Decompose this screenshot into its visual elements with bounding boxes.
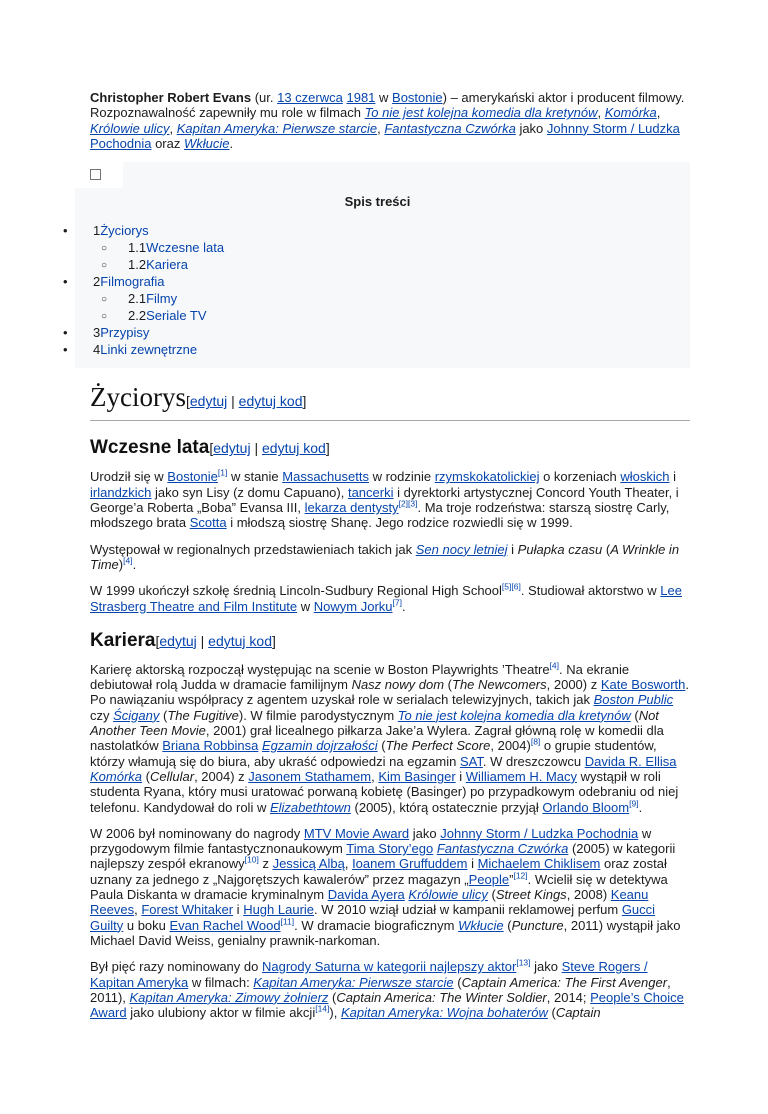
text-run: ,: [371, 768, 379, 784]
edit-bracket: [: [209, 440, 214, 457]
reference-link[interactable]: [1]: [217, 468, 228, 479]
text-run: i: [455, 768, 466, 784]
section-heading-kariera: [90, 629, 690, 653]
text-run: Był pięć razy nominowany do: [90, 959, 262, 975]
edit-bracket: [: [155, 632, 160, 649]
wiki-link[interactable]: Komórka: [604, 105, 657, 121]
reference-link[interactable]: [2][3]: [398, 498, 418, 509]
toc-item-number: 2.1: [128, 291, 147, 307]
wiki-link[interactable]: Nagrody Saturna w kategorii najlepszy aktor: [261, 959, 517, 975]
text-run: (: [503, 917, 512, 933]
section-heading-wczesne-lata: [90, 436, 690, 460]
article-paragraph: [90, 583, 690, 614]
text-run: W 2006 był nominowany do nagrody: [90, 825, 304, 841]
edit-separator: |: [227, 393, 239, 410]
section-edit-links: [186, 393, 306, 409]
edit-bracket: ]: [302, 393, 307, 410]
wiki-link[interactable]: Jasonem Stathamem: [248, 768, 372, 784]
wiki-link[interactable]: Bostonie: [392, 90, 443, 105]
toc-item-number: 1: [93, 223, 101, 239]
text-run: i młodszą siostrę Shanę. Jego rodzice rozwiedli się w 1999.: [226, 515, 573, 531]
text-run: , 2000) z: [546, 677, 601, 693]
text-run: oraz został uznany za jednego z „Najgorętszych kawalerów” przez magazyn „: [90, 856, 667, 887]
wiki-link[interactable]: Królowie ulicy: [90, 120, 170, 136]
toc-toggle-checkbox[interactable]: [90, 169, 101, 180]
wiki-link[interactable]: Kate Bosworth: [600, 677, 686, 693]
edit-bracket: ]: [325, 440, 330, 457]
article-paragraph: [90, 469, 690, 530]
text-run: w filmach:: [188, 974, 254, 990]
wiki-link[interactable]: Steve Rogers / Kapitan Ameryka: [90, 959, 648, 990]
text-run: Puncture: [511, 917, 564, 933]
reference-link[interactable]: [14]: [315, 1003, 330, 1014]
text-run: o korzeniach: [539, 469, 621, 485]
text-run: w: [297, 598, 314, 614]
text-run: (: [377, 738, 386, 754]
text-run: ) – amerykański aktor i producent filmowy. Rozpoznawalność zapewniły mu role w filmach: [90, 90, 685, 121]
wiki-link[interactable]: włoskich: [620, 469, 670, 485]
toc-item-number: 1.1: [128, 240, 147, 256]
wiki-link[interactable]: Forest Whitaker: [141, 902, 234, 918]
reference-link[interactable]: [13]: [516, 957, 531, 968]
text-run: i dyrektorki artystycznej Concord Youth Theater, i George’a Roberta „Boba” Evansa III,: [90, 484, 679, 516]
reference-link[interactable]: [11]: [280, 916, 295, 927]
wiki-link[interactable]: Boston Public: [593, 692, 674, 708]
text-run: (: [630, 707, 639, 723]
wiki-link[interactable]: Hugh Laurie: [243, 902, 315, 918]
wiki-link[interactable]: Jessicą Albą: [272, 856, 345, 872]
text-run: i: [233, 902, 244, 918]
wiki-link[interactable]: Kapitan Ameryka: Zimowy żołnierz: [129, 989, 329, 1005]
reference-link[interactable]: [4]: [549, 660, 559, 671]
wiki-link[interactable]: Sen nocy letniej: [415, 541, 508, 557]
wiki-link[interactable]: Johnny Storm / Ludzka Pochodnia: [440, 825, 639, 841]
text-run: Karierę aktorską rozpoczął występując na scenie w Boston Playwrights ’Theatre: [90, 661, 550, 677]
toc-item-number: 3: [93, 325, 101, 341]
bullet-icon: •: [63, 274, 68, 290]
reference-link[interactable]: [5][6]: [501, 581, 521, 592]
reference-link[interactable]: [7]: [392, 597, 402, 608]
circle-bullet-icon: ○: [101, 294, 108, 306]
text-run: Not Another Teen Movie: [90, 707, 659, 739]
intro-paragraph: [90, 90, 690, 151]
wiki-link[interactable]: Fantastyczna Czwórka: [436, 841, 569, 857]
toc-item-number: 2: [93, 274, 101, 290]
toc-item-link[interactable]: Kariera: [146, 257, 188, 273]
toc-item-linki-zewnętrzne[interactable]: [63, 341, 680, 358]
text-run: w stanie: [227, 469, 283, 485]
section-edit-links: [156, 633, 276, 649]
wiki-link[interactable]: 13 czerwca: [277, 90, 343, 105]
wiki-link[interactable]: MTV Movie Award: [303, 825, 410, 841]
wiki-link[interactable]: To nie jest kolejna komedia dla kretynów: [397, 707, 631, 723]
wiki-link[interactable]: Fantastyczna Czwórka: [384, 120, 516, 136]
text-run: , 2001) grał licealnego piłkarza Jake’a Wylera. Zagrał główną rolę w komedii dla nastolatków: [90, 723, 664, 754]
wiki-link[interactable]: Massachusetts: [282, 469, 369, 485]
table-of-contents: [63, 162, 690, 368]
toc-item-życiorys[interactable]: [63, 222, 680, 239]
edit-link[interactable]: edytuj: [213, 440, 251, 457]
text-run: The Perfect Score: [385, 738, 491, 754]
text-run: w: [375, 90, 393, 105]
bullet-icon: •: [63, 325, 68, 341]
text-run: ,: [344, 856, 353, 872]
toc-item-link[interactable]: Wczesne lata: [146, 240, 225, 256]
circle-bullet-icon: ○: [101, 311, 108, 323]
article-paragraph: [90, 826, 690, 948]
wiki-link[interactable]: Orlando Bloom: [542, 799, 630, 815]
wiki-link[interactable]: Gucci Guilty: [90, 902, 656, 933]
wiki-link[interactable]: lekarza dentysty: [304, 500, 399, 516]
text-run: (: [453, 974, 462, 990]
edit-code-link[interactable]: edytuj kod: [238, 393, 303, 410]
toc-item-przypisy[interactable]: [63, 324, 680, 341]
toc-item-link[interactable]: Filmy: [146, 291, 178, 307]
heading-text: Wczesne lata: [90, 437, 210, 459]
edit-separator: |: [250, 440, 262, 457]
reference-link[interactable]: [9]: [629, 798, 639, 809]
wiki-link[interactable]: Wkłucie: [458, 917, 504, 933]
toc-item-number: 2.2: [128, 308, 147, 324]
toc-title: Spis treści: [344, 194, 411, 210]
wiki-link[interactable]: Evan Rachel Wood: [169, 917, 281, 933]
bullet-icon: •: [63, 342, 68, 358]
text-run: .: [229, 135, 234, 151]
wiki-link[interactable]: Ścigany: [113, 707, 160, 723]
wiki-link[interactable]: Michaelem Chiklisem: [477, 856, 601, 872]
text-run: A Wrinkle in Time: [90, 541, 680, 572]
edit-code-link[interactable]: edytuj kod: [208, 632, 272, 649]
toc-item-number: 4: [93, 342, 101, 358]
text-run: (: [142, 768, 150, 784]
toc-item-link[interactable]: Seriale TV: [146, 308, 207, 324]
text-run: , 2011),: [90, 974, 671, 1005]
toc-item-link[interactable]: Linki zewnętrzne: [100, 342, 198, 358]
toc-item-link[interactable]: Filmografia: [100, 274, 165, 290]
wiki-link[interactable]: Kapitan Ameryka: Pierwsze starcie: [253, 974, 454, 990]
text-run: Captain: [555, 1005, 601, 1021]
text-run: jako ulubiony aktor w filmie akcji: [126, 1005, 316, 1021]
text-run: wystąpił w roli studenta Ryana, który musi uratować porwaną kobietę (Basinger) po przypadkowym odebraniu od niej telefonu. Kandydował do roli w: [90, 768, 679, 815]
wiki-link[interactable]: Egzamin dojrzałości: [262, 738, 378, 754]
text-run: Christopher Robert Evans: [90, 90, 252, 105]
text-run: (: [487, 887, 496, 903]
wiki-link[interactable]: Komórka: [90, 768, 143, 784]
text-run: (2005), którą ostatecznie przyjął: [350, 799, 543, 815]
text-run: . W dreszczowcu: [482, 753, 585, 769]
article-paragraph: [90, 662, 690, 815]
text-run: Captain America: The Winter Soldier: [336, 989, 547, 1005]
text-run: , 2011) wystąpił jako Michael David Weiss, genialny prawnik-narkoman.: [90, 917, 681, 948]
toc-item-seriale-tv[interactable]: [75, 307, 680, 324]
wiki-link[interactable]: Kapitan Ameryka: Pierwsze starcie: [176, 120, 378, 136]
text-run: Captain America: The First Avenger: [461, 974, 668, 990]
reference-link[interactable]: [12]: [513, 870, 528, 881]
text-run: w przygodowym filmie fantastycznonaukowym: [90, 825, 652, 857]
text-run: Cellular: [149, 768, 195, 784]
text-run: o grupie studentów, którzy włamują się do biura, aby ukraść odpowiedzi na egzamin: [90, 738, 657, 769]
text-run: jako: [409, 825, 441, 841]
wiki-link[interactable]: Davida R. Ellisa: [584, 753, 677, 769]
wiki-link[interactable]: Bostonie: [167, 469, 218, 485]
wiki-link[interactable]: Kim Basinger: [378, 768, 456, 784]
text-run: i: [669, 469, 677, 485]
wiki-link[interactable]: Elizabethtown: [269, 799, 351, 815]
text-run: . Studiował aktorstwo w: [520, 583, 661, 599]
text-run: ,: [597, 105, 605, 121]
text-run: . W dramacie biograficznym: [294, 917, 459, 933]
edit-link[interactable]: edytuj: [159, 632, 197, 649]
article-paragraph: [90, 959, 690, 1020]
wiki-link[interactable]: Tima Story’ego: [346, 841, 434, 857]
text-run: ): [118, 556, 124, 572]
text-run: . W 2010 wziął udział w kampanii reklamowej perfum: [314, 902, 622, 918]
wiki-link[interactable]: Lee Strasberg Theatre and Film Institute: [90, 583, 682, 614]
text-run: i: [467, 856, 478, 872]
text-run: u boku: [123, 917, 170, 933]
reference-link[interactable]: [8]: [530, 737, 541, 748]
document-page: [63, 90, 690, 1021]
text-run: , 2004): [490, 738, 531, 754]
text-run: (: [328, 989, 337, 1005]
text-run: The Fugitive: [167, 707, 239, 723]
text-run: oraz: [151, 135, 184, 151]
text-run: Urodził się w: [90, 469, 168, 485]
text-run: Street Kings: [495, 887, 567, 903]
wiki-link[interactable]: Briana Robbinsa: [162, 738, 259, 754]
edit-separator: |: [196, 632, 209, 649]
reference-link[interactable]: [10]: [244, 855, 259, 866]
text-run: Pułapka czasu: [517, 541, 603, 557]
wiki-link[interactable]: irlandzkich: [90, 484, 152, 500]
text-run: , 2004) z: [194, 768, 249, 784]
text-run: (ur.: [251, 90, 278, 105]
text-run: (: [547, 1005, 556, 1021]
article-paragraph: [90, 542, 690, 573]
heading-text: Życiorys: [90, 382, 186, 413]
wiki-link[interactable]: Scotta: [189, 515, 227, 531]
wiki-link[interactable]: Wkłucie: [183, 135, 230, 151]
toc-item-wczesne-lata[interactable]: [75, 239, 680, 256]
toc-list: [63, 222, 680, 358]
text-run: ,: [169, 120, 177, 136]
text-run: czy: [90, 707, 114, 723]
text-run: z: [258, 856, 273, 872]
reference-link[interactable]: [4]: [123, 555, 133, 566]
edit-link[interactable]: edytuj: [189, 393, 228, 410]
circle-bullet-icon: ○: [101, 260, 108, 272]
wiki-link[interactable]: 1981: [346, 90, 376, 105]
heading-text: Kariera: [90, 629, 156, 651]
text-run: .: [638, 799, 643, 815]
text-run: Występował w regionalnych przedstawieniach takich jak: [90, 541, 416, 557]
article-body: [90, 382, 690, 1020]
text-run: (: [159, 707, 168, 723]
toc-notch: [75, 162, 123, 188]
text-run: . Ma troje rodzeństwa: starszą siostrę Carly, młodszego brata: [90, 500, 670, 531]
wiki-link[interactable]: SAT: [459, 753, 483, 769]
text-run: ”: [509, 871, 514, 887]
text-run: Nasz nowy dom: [351, 677, 445, 693]
toc-item-filmografia[interactable]: [63, 273, 680, 290]
wiki-link[interactable]: rzymskokatolickiej: [434, 469, 540, 485]
bullet-icon: •: [63, 223, 68, 239]
wiki-link[interactable]: Johnny Storm / Ludzka Pochodnia: [90, 120, 680, 151]
wiki-link[interactable]: To nie jest kolejna komedia dla kretynów: [364, 105, 598, 121]
text-run: ). W filmie parodystycznym: [238, 707, 398, 723]
wiki-link[interactable]: Davida Ayera: [327, 887, 405, 903]
text-run: jako: [515, 120, 547, 136]
wiki-link[interactable]: Nowym Jorku: [313, 598, 393, 614]
wiki-link[interactable]: Keanu Reeves: [90, 887, 649, 918]
wiki-link[interactable]: People: [468, 871, 510, 887]
text-run: jako syn Lisy (z domu Capuano),: [151, 484, 348, 500]
section-heading-zyciorys: [90, 382, 690, 421]
text-run: , 2014;: [546, 989, 591, 1005]
edit-bracket: ]: [272, 632, 276, 649]
section-edit-links: [209, 440, 329, 456]
edit-code-link[interactable]: edytuj kod: [262, 440, 326, 457]
text-run: w rodzinie: [368, 469, 435, 485]
wiki-link[interactable]: Królowie ulicy: [408, 887, 488, 903]
toc-item-filmy[interactable]: [75, 290, 680, 307]
text-run: . Na ekranie debiutował rolą Judda w dramacie familijnym: [90, 661, 630, 693]
text-run: jako: [530, 959, 562, 975]
text-run: ,: [134, 902, 142, 918]
wiki-link[interactable]: tancerki: [347, 484, 394, 500]
text-run: (: [444, 677, 452, 693]
text-run: ),: [329, 1005, 341, 1021]
wiki-link[interactable]: Ioanem Gruffuddem: [352, 856, 468, 872]
text-run: ,: [377, 120, 385, 136]
toc-item-link[interactable]: Przypisy: [100, 325, 150, 341]
text-run: .: [132, 556, 137, 572]
text-run: (2005) w kategorii najlepszy zespół ekranowy: [90, 841, 676, 872]
text-run: The Newcomers: [452, 677, 547, 693]
text-run: , 2008): [566, 887, 611, 903]
text-run: . Wcielił się w detektywa Paula Diskanta w dramacie kryminalnym: [90, 871, 668, 903]
circle-bullet-icon: ○: [101, 243, 108, 255]
toc-item-number: 1.2: [128, 257, 147, 273]
text-run: (: [602, 541, 611, 557]
wiki-link[interactable]: Williamem H. Macy: [465, 768, 578, 784]
wiki-link[interactable]: People’s Choice Award: [90, 989, 684, 1021]
text-run: W 1999 ukończył szkołę średnią Lincoln-Sudbury Regional High School: [90, 583, 502, 599]
toc-item-kariera[interactable]: [75, 256, 680, 273]
edit-bracket: [: [185, 393, 190, 410]
text-run: ,: [656, 105, 661, 121]
text-run: . Po nawiązaniu współpracy z agentem uzyskał role w serialach telewizyjnych, takich jak: [90, 677, 690, 708]
toc-item-link[interactable]: Życiorys: [100, 223, 149, 239]
wiki-link[interactable]: Kapitan Ameryka: Wojna bohaterów: [340, 1005, 548, 1021]
text-run: i: [507, 541, 518, 557]
text-run: .: [401, 598, 406, 614]
